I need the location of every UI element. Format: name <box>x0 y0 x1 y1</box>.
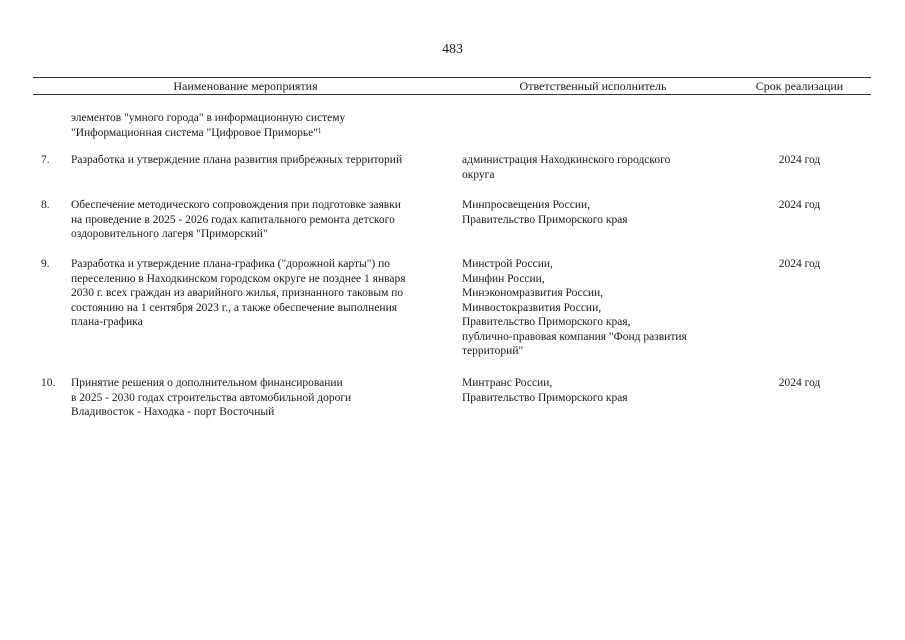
row-title: Разработка и утверждение плана развития прибрежных территорий <box>71 154 403 166</box>
row-title: Принятие решения о дополнительном финансировании в 2025 - 2030 годах строительства автомобильной дороги Владивосток - Находка - порт Восточный <box>71 377 352 418</box>
continuation-line: "Информационная система "Цифровое Приморье"$^1$ <box>71 126 322 139</box>
row-title: Разработка и утверждение плана-графика ("дорожной карты") по переселению в Находкинском городском округе не позднее 1 января 2030 г. всех граждан из аварийного жилья, признанного таковым по состоянию на 1 сентября 2023 г., а также обеспечение выполнения плана-графика <box>71 258 406 328</box>
row-number: 9. <box>41 258 50 270</box>
continuation-line: элементов "умного города" в информационную систему <box>71 112 346 124</box>
row-number: 7. <box>41 154 50 166</box>
table-header <box>33 77 871 95</box>
page-number: 483 <box>442 42 463 57</box>
row-number: 8. <box>41 199 50 211</box>
header-event: Наименование мероприятия <box>173 79 318 93</box>
row-responsible: Минстрой России, Минфин России, Минэкономразвития России, Минвостокразвития России, Правительство Приморского края, публично-правовая компания "Фонд развития территорий" <box>462 258 687 357</box>
row-number: 10. <box>41 377 56 389</box>
row-term: 2024 год <box>778 154 821 166</box>
row-term: 2024 год <box>778 199 821 211</box>
header-responsible: Ответственный исполнитель <box>519 79 667 93</box>
row-term: 2024 год <box>778 258 821 270</box>
header-term: Срок реализации <box>755 79 844 93</box>
row-title: Обеспечение методического сопровождения при подготовке заявки на проведение в 2025 - 2026 годах капитального ремонта детского оздоровительного лагеря "Приморский" <box>71 199 401 240</box>
continuation-text <box>71 111 451 140</box>
row-term: 2024 год <box>778 377 821 389</box>
footnote-mark: 1 <box>317 126 322 135</box>
row-responsible: администрация Находкинского городского округа <box>462 154 671 181</box>
row-responsible: Минпросвещения России, Правительство Приморского края <box>462 199 628 226</box>
row-responsible: Минтранс России, Правительство Приморского края <box>462 377 628 404</box>
